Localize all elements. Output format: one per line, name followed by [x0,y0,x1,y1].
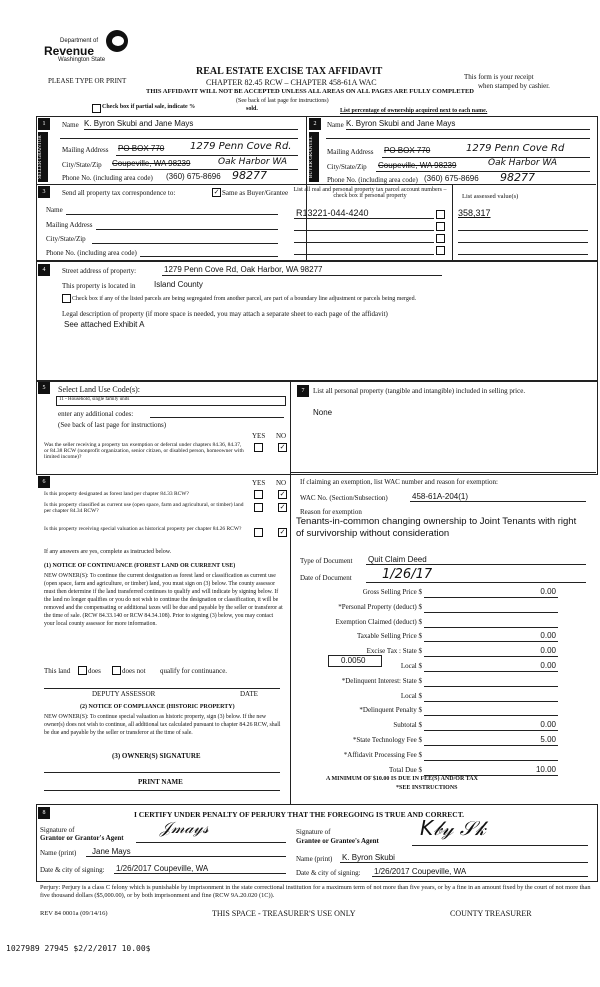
doc-date: 1/26/17 [382,567,433,582]
grantee-sig-label-1: Signature of [296,828,331,836]
section-2-badge: 2 [309,118,321,130]
notice1-title: (1) NOTICE OF CONTINUANCE (FOREST LAND OR CURRENT USE) [44,563,236,569]
corr-name-label: Name [46,206,63,214]
grantor-date-label: Date & city of signing: [40,866,105,874]
if-yes-note: If any answers are yes, complete as instructed below. [44,549,172,555]
deputy-assessor-label: DEPUTY ASSESSOR [92,690,156,698]
legal-description: See attached Exhibit A [64,320,145,329]
tax-row-label: *State Technology Fee $ [352,736,422,744]
notice2-title: (2) NOTICE OF COMPLIANCE (HISTORIC PROPERTY) [80,704,235,710]
see-instructions: *SEE INSTRUCTIONS [396,785,458,791]
segregated-checkbox[interactable] [62,294,71,303]
section-5-badge: 5 [38,382,50,394]
same-as-buyer-label: Same as Buyer/Grantee [222,189,289,197]
exemption-question: Was the seller receiving a property tax exemption or deferral under chapters 84.36, 84.37, or 84.38 RCW (nonprofit organization, senior citizen, or disabled person, homeowner with limited income)? [44,442,244,460]
correspondence-label: Send all property tax correspondence to: [62,189,176,197]
tax-row-label: Taxable Selling Price $ [356,632,422,641]
does-checkbox[interactable] [78,666,87,675]
forest-no-checkbox[interactable]: ✓ [279,490,286,498]
grantor-sig-label-1: Signature of [40,826,75,834]
parcel-number: R13221-044-4240 [296,208,369,218]
tax-row-label: Local $ [400,662,422,670]
doc-date-label: Date of Document [300,574,352,582]
buyer-phone-hand: 98277 [500,171,535,184]
exemption-label: If claiming an exemption, list WAC number and reason for exemption: [300,478,498,486]
partial-sale-label: Check box if partial sale, indicate % [102,104,196,110]
seller-mailing-hand: 1279 Penn Cove Rd. [190,141,292,152]
seller-mailing-label: Mailing Address [62,146,109,154]
forest-yes-checkbox[interactable] [254,490,263,499]
corr-mailing-label: Mailing Address [46,221,93,229]
dept-state: Washington State [58,57,106,63]
personal-property-checkbox-2[interactable] [436,222,445,231]
wac-label: WAC No. (Section/Subsection) [300,494,388,502]
parcel-header: List all real and personal property tax parcel account numbers – check box if personal property [293,187,447,199]
buyer-city-label: City/State/Zip [327,163,367,171]
qualify-label: qualify for continuance. [160,667,228,675]
local-rate-box [328,655,382,667]
please-type: PLEASE TYPE OR PRINT [48,77,127,85]
same-as-buyer-checkbox[interactable]: ✓ [213,188,220,196]
this-land-label: This land [44,667,71,675]
grantee-print-name: K. Byron Skubi [342,853,395,862]
seller-city-hand: Oak Harbor WA [218,157,288,167]
tax-row-value: 0.00 [540,720,556,730]
historic-question: Is this property receiving special valuation as historical property per chapter 84.26 RCW? [44,526,242,532]
tax-row-value: 0.00 [540,661,556,670]
tax-row-value: 5.00 [540,735,556,744]
page-title: REAL ESTATE EXCISE TAX AFFIDAVIT [196,66,383,77]
receipt-note-1: This form is your receipt [464,73,534,81]
grantor-signature: 𝒥𝓂𝒶𝓎𝓈 [160,818,209,837]
current-use-no-checkbox[interactable]: ✓ [279,503,286,511]
grantor-sig-label-2: Grantor or Grantor's Agent [40,834,124,842]
seller-phone: (360) 675-8696 [166,172,221,181]
legal-label: Legal description of property (if more space is needed, you may attach a separate sheet to each page of the affidavit) [62,310,388,318]
corr-city-label: City/State/Zip [46,235,86,243]
grantee-print-label: Name (print) [296,855,333,863]
dept-of: Department of [60,38,99,44]
current-use-question: Is this property classified as current use (open space, farm and agricultural, or timber) land per chapter 84.34 RCW? [44,502,244,514]
dor-logo [44,30,134,66]
section-1-badge: 1 [38,118,50,130]
grantee-sig-label-2: Grantee or Grantee's Agent [296,837,379,845]
seller-phone-label: Phone No. (including area code) [62,174,153,182]
tax-row-value: 0.00 [540,646,556,656]
list-pct-label: List percentage of ownership acquired next to each name. [340,108,488,114]
grantee-signature: K𝒷𝓎 𝒮𝓀 [420,816,486,840]
located-label: This property is located in [62,282,136,290]
rev-number: REV 84 0001a (09/14/16) [40,910,108,917]
sold-label: sold. [246,106,258,112]
seller-city-struck: Coupeville, WA 98239 [112,159,191,168]
corr-phone-label: Phone No. (including area code) [46,249,137,257]
assessed-header: List assessed value(s) [462,193,519,200]
section-7-badge: 7 [297,385,309,397]
forest-question: Is this property designated as forest land per chapter 84.33 RCW? [44,491,189,497]
street-label: Street address of property: [62,267,137,275]
personal-property-checkbox-1[interactable] [436,210,445,219]
personal-property-label: List all personal property (tangible and intangible) included in selling price. [313,387,526,395]
tax-row-value: 0.00 [540,587,556,596]
land-use-code: 11 - Household, single family units [59,397,130,402]
grantor-date: 1/26/2017 Coupeville, WA [116,864,209,873]
tax-row-label: Local $ [400,691,422,700]
notice1-body: NEW OWNER(S): To continue the current designation as forest land or classification as current use (open space, farm and agriculture, or timber) land, you must sign on (3) below. The county assessor must then determine if the land transferred continues to qualify and will indicate by signing below. If the land no longer qualifies or you do not wish to continue the designation or classification, it will be removed and the compensating or additional taxes will be due and payable by the seller or transferor at the time of sale. (RCW 84.33.140 or RCW 84.34.108). Prior to signing (3) below, you may contact your local county assessor for more information. [44,573,283,627]
grantor-print-name: Jane Mays [92,847,131,856]
warning-text: THIS AFFIDAVIT WILL NOT BE ACCEPTED UNLESS ALL AREAS ON ALL PAGES ARE FULLY COMPLETED [146,88,474,95]
tax-row-label: Subtotal $ [393,721,422,730]
reason-text: Tenants-in-common changing ownership to Joint Tenants with right of survivorship without consideration [296,516,577,539]
tax-row-label: Excise Tax : State $ [366,647,422,656]
treasurer-space: THIS SPACE - TREASURER'S USE ONLY [212,909,356,918]
tax-row-label: *Delinquent Penalty $ [359,706,422,715]
partial-sale-checkbox[interactable] [92,104,101,113]
local-rate: 0.0050 [341,656,366,665]
land-use-label: Select Land Use Code(s): [58,385,140,394]
section-3-badge: 3 [38,186,50,198]
date-label: DATE [240,690,258,698]
does-label: does [88,667,101,675]
grantor-print-label: Name (print) [40,849,77,857]
tax-row-label: Total Due $ [389,765,422,774]
buyer-mailing-struck: PO BOX 770 [384,146,431,155]
land-use-select[interactable] [56,396,286,406]
receipt-note-2: when stamped by cashier. [478,82,550,90]
wac-number: 458-61A-204(1) [412,492,469,501]
notice2-body: NEW OWNER(S): To continue special valuation as historic property, sign (3) below. If the new owner(s) does not wish to continue, all additional tax calculated pursuant to chapter 84.26 RCW, shall be due and payable by the seller or transferor at the time of sale. [44,714,281,736]
s6-no: NO [276,479,287,487]
dept-revenue: Revenue [44,44,95,58]
notice3-title: (3) OWNER(S) SIGNATURE [112,752,201,760]
tax-row-label: Exemption Claimed (deduct) $ [335,617,422,626]
segregated-label: Check box if any of the listed parcels are being segregated from another parcel, are part of a boundary line adjustment or parcels being merged. [72,296,417,302]
additional-codes-label: enter any additional codes: [58,410,134,418]
buyer-sidebar: BUYER GRANTEE [309,132,319,182]
print-name-label: PRINT NAME [138,778,183,786]
landuse-yes: YES [252,432,266,440]
tax-row-value: 10.00 [535,764,556,774]
buyer-mailing-label: Mailing Address [327,148,374,156]
tax-row-label: *Affidavit Processing Fee $ [343,750,422,759]
seller-name-label: Name [62,121,79,129]
buyer-mailing-hand: 1279 Penn Cove Rd [466,143,565,154]
certify-statement: I CERTIFY UNDER PENALTY OF PERJURY THAT THE FOREGOING IS TRUE AND CORRECT. [134,810,465,819]
perjury-note: Perjury: Perjury is a class C felony which is punishable by imprisonment in the state correctional institution for a maximum term of not more than five years, or by a fine in an amount fixed by the court of not more than five thousand dollars ($5,000.00), or by both imprisonment and fine (RCW 9A.20.020 (1C)). [40,884,591,899]
seller-mailing-struck: PO BOX 770 [118,144,165,153]
buyer-phone-label: Phone No. (including area code) [327,176,418,184]
current-use-yes-checkbox[interactable] [254,503,263,512]
does-not-checkbox[interactable] [112,666,121,675]
chapter-ref: CHAPTER 82.45 RCW – CHAPTER 458-61A WAC [206,78,377,87]
seller-sidebar: SELLER GRANTOR [38,132,48,182]
does-not-label: does not [122,667,146,675]
grantee-date-label: Date & city of signing: [296,869,361,877]
seller-name: K. Byron Skubi and Jane Mays [84,119,194,128]
cashier-stamp: 1027989 27945 $2/2/2017 10.00$ [6,944,151,953]
seller-phone-hand: 98277 [232,169,267,182]
s6-yes: YES [252,479,266,487]
landuse-no: NO [276,432,287,440]
landuse-see-back: (See back of last page for instructions) [58,421,167,429]
doc-type: Quit Claim Deed [368,555,427,564]
doc-type-label: Type of Document [300,557,353,565]
exemption-yes-checkbox[interactable] [254,443,263,452]
tax-row-value: 0.00 [540,631,556,641]
buyer-phone: (360) 675-8696 [424,174,479,183]
minimum-note: A MINIMUM OF $10.00 IS DUE IN FEE(S) AND/OR TAX [326,776,478,782]
personal-property-value: None [313,408,333,417]
tax-row-label: Gross Selling Price $ [362,588,422,596]
buyer-city-hand: Oak Harbor WA [488,158,558,168]
historic-no-checkbox[interactable]: ✓ [279,528,286,536]
historic-yes-checkbox[interactable] [254,528,263,537]
seller-city-label: City/State/Zip [62,161,102,169]
assessed-value: 358,317 [458,208,491,218]
tax-row-label: *Personal Property (deduct) $ [338,602,422,611]
personal-property-checkbox-4[interactable] [436,246,445,255]
section-4-badge: 4 [38,264,50,276]
see-back: (See back of last page for instructions) [236,98,329,104]
buyer-name: K. Byron Skubi and Jane Mays [346,119,456,128]
county: Island County [154,280,203,289]
personal-property-checkbox-3[interactable] [436,234,445,243]
section-6-badge: 6 [38,476,50,488]
exemption-no-checkbox[interactable]: ✓ [279,443,286,451]
tax-row-label: *Delinquent Interest: State $ [341,676,422,685]
street-address: 1279 Penn Cove Rd, Oak Harbor, WA 98277 [164,265,323,274]
section-8-badge: 8 [38,807,50,819]
buyer-city-struck: Coupeville, WA 98239 [378,161,457,170]
buyer-name-label: Name [327,121,344,129]
grantee-date: 1/26/2017 Coupeville, WA [374,867,467,876]
county-treasurer: COUNTY TREASURER [450,909,532,918]
logo-swirl-icon [106,30,128,52]
reason-label: Reason for exemption [300,508,362,516]
